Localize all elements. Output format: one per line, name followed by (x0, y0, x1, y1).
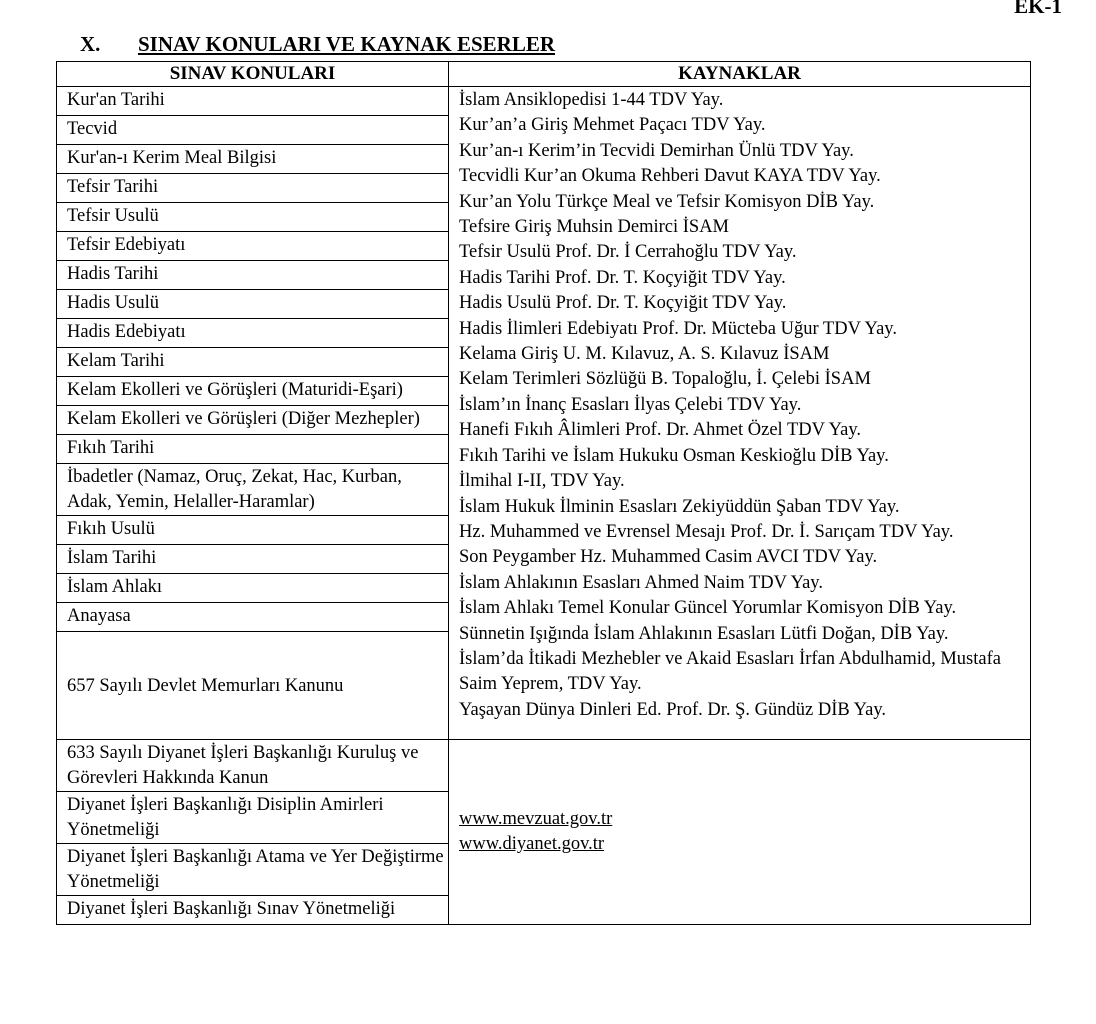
source-item: Yaşayan Dünya Dinleri Ed. Prof. Dr. Ş. Gündüz DİB Yay. (459, 699, 887, 720)
topic-cell: Kelam Tarihi (57, 348, 449, 377)
links-cell (449, 740, 1031, 925)
source-item: Kur’an-ı Kerim’in Tecvidi Demirhan Ünlü TDV Yay. (459, 140, 854, 161)
source-item: Tefsire Giriş Muhsin Demirci İSAM (459, 217, 730, 238)
topic-cell: Tefsir Usulü (57, 203, 449, 232)
table-row (57, 740, 1031, 792)
topic-cell: Diyanet İşleri Başkanlığı Atama ve Yer Değiştirme Yönetmeliği (57, 844, 449, 896)
source-item: İslam’da İtikadi Mezhebler ve Akaid Esasları İrfan Abdulhamid, Mustafa Saim Yeprem, TDV Yay. (459, 648, 1001, 695)
topic-cell: Tefsir Edebiyatı (57, 232, 449, 261)
source-item: Hadis İlimleri Edebiyatı Prof. Dr. Mücteba Uğur TDV Yay. (459, 318, 897, 339)
section-title: SINAV KONULARI VE KAYNAK ESERLER (138, 32, 556, 56)
header-topics: SINAV KONULARI (57, 62, 449, 87)
source-item: Fıkıh Tarihi ve İslam Hukuku Osman Keskioğlu DİB Yay. (459, 445, 889, 466)
topic-cell: Hadis Edebiyatı (57, 319, 449, 348)
source-item: İslam Hukuk İlminin Esasları Zekiyüddün Şaban TDV Yay. (459, 496, 900, 517)
source-item: Kelama Giriş U. M. Kılavuz, A. S. Kılavuz İSAM (459, 344, 830, 365)
source-item: Sünnetin Işığında İslam Ahlakının Esasları Lütfi Doğan, DİB Yay. (459, 623, 949, 644)
source-item: Hz. Muhammed ve Evrensel Mesajı Prof. Dr. İ. Sarıçam TDV Yay. (459, 521, 954, 542)
source-item: Kur’an Yolu Türkçe Meal ve Tefsir Komisyon DİB Yay. (459, 191, 875, 212)
topic-cell: Kelam Ekolleri ve Görüşleri (Diğer Mezhepler) (57, 406, 449, 435)
topic-cell: Kur'an-ı Kerim Meal Bilgisi (57, 145, 449, 174)
source-item: Kur’an’a Giriş Mehmet Paçacı TDV Yay. (459, 115, 766, 136)
source-item: Kelam Terimleri Sözlüğü B. Topaloğlu, İ. Çelebi İSAM (459, 369, 871, 390)
source-item: İslam Ahlakının Esasları Ahmed Naim TDV Yay. (459, 572, 823, 593)
topic-cell: Tecvid (57, 116, 449, 145)
source-item: Tecvidli Kur’an Okuma Rehberi Davut KAYA TDV Yay. (459, 166, 881, 187)
exam-topics-table (56, 61, 1031, 925)
topic-cell: 633 Sayılı Diyanet İşleri Başkanlığı Kuruluş ve Görevleri Hakkında Kanun (57, 740, 449, 792)
topic-cell: Fıkıh Usulü (57, 516, 449, 545)
table-header-row (57, 62, 1031, 87)
topic-cell: 657 Sayılı Devlet Memurları Kanunu (57, 632, 449, 740)
source-item: Son Peygamber Hz. Muhammed Casim AVCI TDV Yay. (459, 547, 878, 568)
link-diyanet[interactable]: www.diyanet.gov.tr (459, 834, 605, 854)
section-heading (80, 32, 555, 57)
topic-cell: Tefsir Tarihi (57, 174, 449, 203)
topic-cell: Kur'an Tarihi (57, 87, 449, 116)
source-item: Tefsir Usulü Prof. Dr. İ Cerrahoğlu TDV Yay. (459, 242, 797, 263)
header-sources: KAYNAKLAR (449, 62, 1031, 87)
topic-cell: Hadis Usulü (57, 290, 449, 319)
source-item: İslam Ansiklopedisi 1-44 TDV Yay. (459, 90, 724, 110)
topic-cell: Hadis Tarihi (57, 261, 449, 290)
source-item: İlmihal I-II, TDV Yay. (459, 471, 625, 492)
topic-cell: Diyanet İşleri Başkanlığı Sınav Yönetmeliği (57, 896, 449, 925)
topic-cell: İbadetler (Namaz, Oruç, Zekat, Hac, Kurban, Adak, Yemin, Helaller-Haramlar) (57, 464, 449, 516)
source-item: Hanefi Fıkıh Âlimleri Prof. Dr. Ahmet Özel TDV Yay. (459, 420, 862, 441)
link-mevzuat[interactable]: www.mevzuat.gov.tr (459, 809, 613, 829)
topic-cell: Anayasa (57, 603, 449, 632)
annex-label: EK-1 (1014, 0, 1062, 18)
source-item: Hadis Usulü Prof. Dr. T. Koçyiğit TDV Yay. (459, 293, 787, 314)
topic-cell: Kelam Ekolleri ve Görüşleri (Maturidi-Eşari) (57, 377, 449, 406)
section-number: X. (80, 32, 101, 56)
topic-cell: İslam Ahlakı (57, 574, 449, 603)
table-row (57, 87, 1031, 116)
topic-cell: Fıkıh Tarihi (57, 435, 449, 464)
source-item: Hadis Tarihi Prof. Dr. T. Koçyiğit TDV Yay. (459, 267, 786, 288)
source-item: İslam’ın İnanç Esasları İlyas Çelebi TDV Yay. (459, 394, 802, 415)
source-item: İslam Ahlakı Temel Konular Güncel Yorumlar Komisyon DİB Yay. (459, 598, 957, 619)
topic-cell: Diyanet İşleri Başkanlığı Disiplin Amirleri Yönetmeliği (57, 792, 449, 844)
topic-cell: İslam Tarihi (57, 545, 449, 574)
sources-cell (449, 87, 1031, 740)
